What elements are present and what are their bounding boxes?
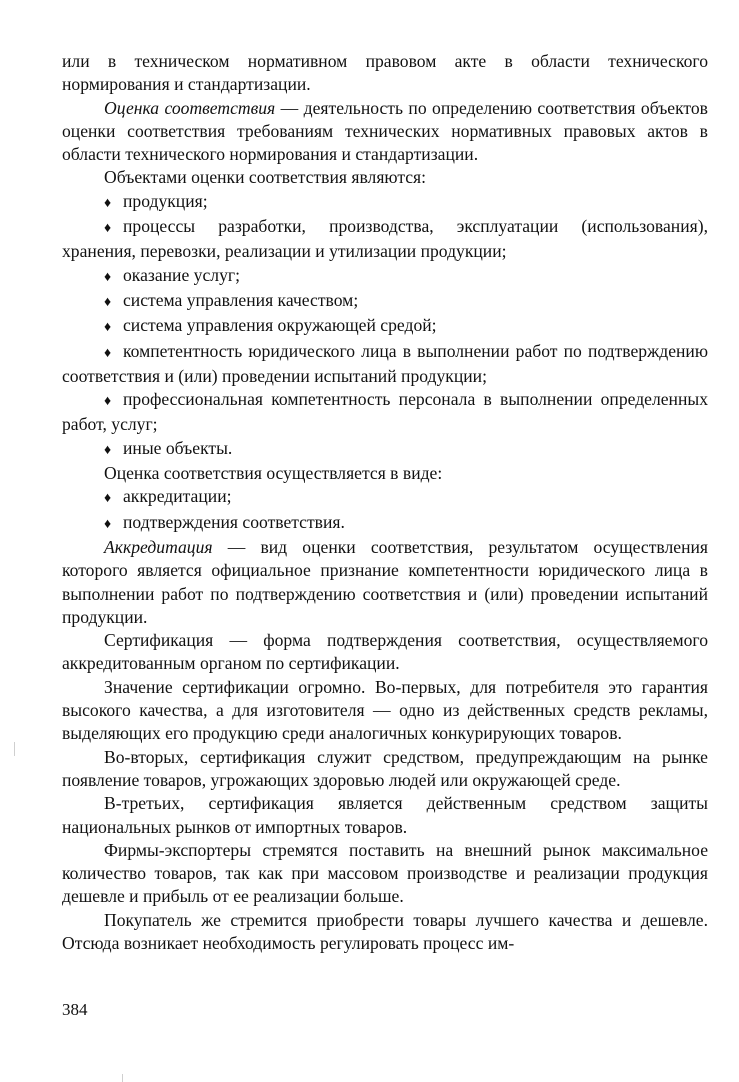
list-item-text: аккредитации; bbox=[123, 486, 232, 507]
diamond-bullet-icon: ♦ bbox=[104, 442, 112, 458]
diamond-bullet-icon: ♦ bbox=[104, 516, 112, 532]
paragraph bbox=[62, 462, 708, 485]
definition-text: — деятельность по определению соответствия объектов оценки соответствия требованиям технических нормативных правовых актов в области технического нормирования и стандартизации. bbox=[62, 97, 708, 165]
paragraph bbox=[62, 839, 708, 909]
list-item-text: подтверждения соответствия. bbox=[123, 511, 345, 532]
paragraph-text: Значение сертификации огромно. Во-первых, для потребителя это гарантия высокого качества, а для изготовителя — одно из действенных средств рекламы, выделяющих его продукцию среди аналогичных конкурирующих товаров. bbox=[62, 676, 708, 744]
list-item-text: система управления качеством; bbox=[123, 289, 359, 310]
paragraph-text: В-третьих, сертификация является действенным средством защиты национальных рынков от импортных товаров. bbox=[62, 793, 708, 837]
paragraph-text: Покупатель же стремится приобрести товары лучшего качества и дешевле. Отсюда возникает необходимость регулировать процесс им- bbox=[62, 909, 708, 953]
list-item-text: процессы разработки, производства, эксплуатации (использования), хранения, перевозки, реализации и утилизации продукции; bbox=[62, 216, 708, 262]
list-item bbox=[62, 314, 708, 339]
list-item-text: оказание услуг; bbox=[123, 264, 240, 285]
diamond-bullet-icon: ♦ bbox=[104, 345, 112, 361]
diamond-bullet-icon: ♦ bbox=[104, 491, 112, 507]
list-item bbox=[62, 215, 708, 264]
defined-term: Аккредитация bbox=[104, 536, 213, 557]
diamond-bullet-icon: ♦ bbox=[104, 294, 112, 310]
paragraph-text: Во-вторых, сертификация служит средством, предупреждающим на рынке появление товаров, угрожающих здоровью людей или окружающей среде. bbox=[62, 746, 708, 790]
definition-text: — вид оценки соответствия, результатом осуществления которого является официальное признание компетентности юридического лица в выполнении работ по подтверждению соответствия и (или) проведении испытаний продукции. bbox=[62, 536, 708, 627]
paragraph bbox=[62, 50, 708, 97]
list-item bbox=[62, 190, 708, 215]
list-item-text: профессиональная компетентность персонала в выполнении определенных работ, услуг; bbox=[62, 389, 708, 435]
definition-paragraph bbox=[62, 536, 708, 629]
paragraph bbox=[62, 629, 708, 676]
paragraph-text: Сертификация — форма подтверждения соответствия, осуществляемого аккредитованным органом по сертификации. bbox=[62, 630, 708, 674]
diamond-bullet-icon: ♦ bbox=[104, 221, 112, 237]
scan-mark bbox=[122, 1074, 123, 1082]
page-body bbox=[62, 50, 708, 955]
paragraph-text: Объектами оценки соответствия являются: bbox=[104, 167, 427, 188]
list-item bbox=[62, 485, 708, 510]
paragraph-text: Оценка соответствия осуществляется в виде: bbox=[104, 463, 443, 484]
page-number: 384 bbox=[62, 1000, 88, 1019]
list-item bbox=[62, 340, 708, 389]
list-item bbox=[62, 437, 708, 462]
diamond-bullet-icon: ♦ bbox=[104, 195, 112, 211]
paragraph bbox=[62, 792, 708, 839]
paragraph bbox=[62, 746, 708, 793]
paragraph bbox=[62, 676, 708, 746]
defined-term: Оценка соответствия bbox=[104, 97, 276, 118]
list-item bbox=[62, 264, 708, 289]
diamond-bullet-icon: ♦ bbox=[104, 269, 112, 285]
list-item bbox=[62, 388, 708, 437]
list-item-text: иные объекты. bbox=[123, 437, 233, 458]
diamond-bullet-icon: ♦ bbox=[104, 320, 112, 336]
list-item bbox=[62, 289, 708, 314]
scan-mark bbox=[14, 742, 15, 756]
list-item-text: продукция; bbox=[123, 190, 208, 211]
paragraph bbox=[62, 166, 708, 189]
list-item bbox=[62, 511, 708, 536]
definition-paragraph bbox=[62, 97, 708, 167]
paragraph-text: или в техническом нормативном правовом акте в области технического нормирования и стандартизации. bbox=[62, 51, 708, 95]
list-item-text: система управления окружающей средой; bbox=[123, 315, 437, 336]
diamond-bullet-icon: ♦ bbox=[104, 394, 112, 410]
paragraph bbox=[62, 909, 708, 956]
list-item-text: компетентность юридического лица в выполнении работ по подтверждению соответствия и (или) проведении испытаний продукции; bbox=[62, 340, 708, 386]
paragraph-text: Фирмы-экспортеры стремятся поставить на внешний рынок максимальное количество товаров, так как при массовом производстве и реализации продукция дешевле и прибыль от ее реализации больше. bbox=[62, 839, 708, 907]
